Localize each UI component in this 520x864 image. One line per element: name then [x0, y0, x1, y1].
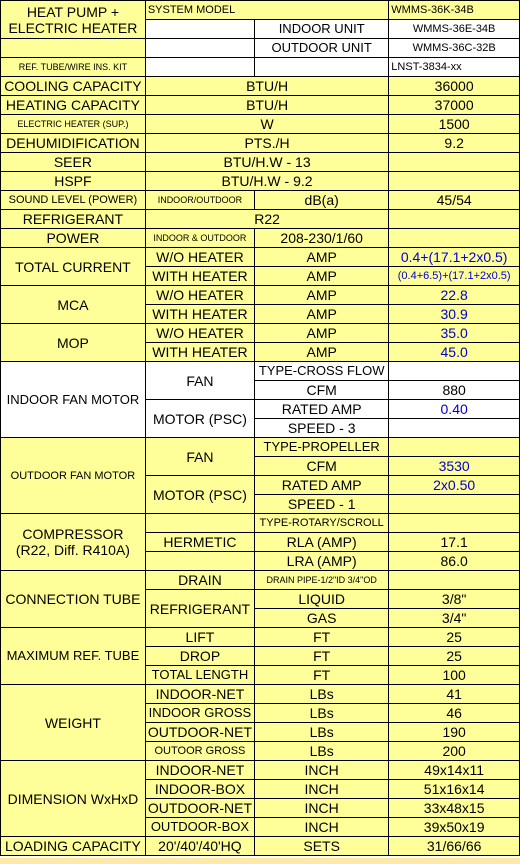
spec-row [1, 685, 520, 704]
power-value: 208-230/1/60 [255, 229, 389, 248]
outdoor-unit-label: OUTDOOR UNIT [255, 39, 389, 58]
total-current-unit: AMP [255, 248, 389, 267]
weight-outdoor-gross-value: 200 [389, 742, 520, 761]
blank-cell [389, 362, 520, 381]
dehumidification-value: 9.2 [389, 134, 520, 153]
spec-row [1, 172, 520, 191]
outdoor-motor-speed: SPEED - 1 [255, 495, 389, 514]
cooling-capacity-label: COOLING CAPACITY [1, 77, 146, 96]
mop-unit: AMP [255, 324, 389, 343]
spec-row [1, 96, 520, 115]
power-scope: INDOOR & OUTDOOR [145, 229, 254, 248]
hspf-value: BTU/H.W - 9.2 [145, 172, 388, 191]
total-length-label: TOTAL LENGTH [145, 666, 254, 685]
dim-indoor-box-label: INDOOR-BOX [145, 780, 254, 799]
weight-indoor-net-label: INDOOR-NET [145, 685, 254, 704]
indoor-fan-motor-label: INDOOR FAN MOTOR [1, 362, 146, 438]
loading-capacity-containers: 20'/40'/40'HQ [145, 837, 254, 856]
spec-row [1, 58, 520, 77]
spec-row [1, 286, 520, 305]
sound-level-scope: INDOOR/OUTDOOR [145, 191, 254, 210]
dimension-label: DIMENSION WxHxD [1, 761, 146, 837]
spec-row [1, 191, 520, 210]
liquid-label: LIQUID [255, 590, 389, 609]
total-current-unit: AMP [255, 267, 389, 286]
loading-capacity-label: LOADING CAPACITY [1, 837, 146, 856]
loading-capacity-unit: SETS [255, 837, 389, 856]
cell-text-line: (R22, Diff. R410A) [15, 542, 130, 558]
total-length-value: 100 [389, 666, 520, 685]
mca-unit: AMP [255, 305, 389, 324]
total-current-with-heater-value: (0.4+6.5)+(17.1+2x0.5) [389, 267, 520, 286]
blank-cell [389, 229, 520, 248]
indoor-fan-cfm-label: CFM [255, 381, 389, 400]
weight-indoor-net-value: 41 [389, 685, 520, 704]
dim-outdoor-net-value: 33x48x15 [389, 799, 520, 818]
spec-row [1, 362, 520, 381]
drop-value: 25 [389, 647, 520, 666]
cell-text-line: ELECTRIC HEATER [8, 19, 138, 36]
mop-unit: AMP [255, 343, 389, 362]
dehumidification-unit: PTS./H [145, 134, 388, 153]
hspf-label: HSPF [1, 172, 146, 191]
indoor-fan-cfm-value: 880 [389, 381, 520, 400]
blank-cell [145, 514, 254, 533]
mca-wo-heater-value: 22.8 [389, 286, 520, 305]
dim-indoor-net-value: 49x14x11 [389, 761, 520, 780]
compressor-rla-value: 17.1 [389, 533, 520, 552]
blank-cell [389, 495, 520, 514]
total-current-wo-heater: W/O HEATER [145, 248, 254, 267]
spec-row [1, 153, 520, 172]
weight-unit: LBs [255, 742, 389, 761]
weight-indoor-gross-value: 46 [389, 704, 520, 723]
blank-cell [389, 514, 520, 533]
indoor-motor-rated-amp-label: RATED AMP [255, 400, 389, 419]
spec-row [1, 134, 520, 153]
total-length-unit: FT [255, 666, 389, 685]
weight-unit: LBs [255, 723, 389, 742]
indoor-fan-type: TYPE-CROSS FLOW [255, 362, 389, 381]
gas-value: 3/4" [389, 609, 520, 628]
outdoor-motor-rated-amp-label: RATED AMP [255, 476, 389, 495]
mca-with-heater-value: 30.9 [389, 305, 520, 324]
compressor-label [1, 514, 146, 571]
dim-outdoor-box-label: OUTDOOR-BOX [145, 818, 254, 837]
spec-row [1, 229, 520, 248]
blank-cell [145, 58, 254, 77]
drop-label: DROP [145, 647, 254, 666]
heating-capacity-unit: BTU/H [145, 96, 388, 115]
system-model-label: SYSTEM MODEL [145, 1, 388, 20]
compressor-hermetic: HERMETIC [145, 533, 254, 552]
sound-level-value: 45/54 [389, 191, 520, 210]
dim-indoor-net-label: INDOOR-NET [145, 761, 254, 780]
sound-level-label: SOUND LEVEL (POWER) [1, 191, 146, 210]
lift-value: 25 [389, 628, 520, 647]
indoor-unit-model: WMMS-36E-34B [389, 20, 520, 39]
cooling-capacity-unit: BTU/H [145, 77, 388, 96]
dim-unit: INCH [255, 799, 389, 818]
connection-tube-label: CONNECTION TUBE [1, 571, 146, 628]
cell-text-line: HEAT PUMP + [26, 3, 120, 20]
spec-table-body [1, 1, 520, 856]
liquid-value: 3/8" [389, 590, 520, 609]
spec-row [1, 324, 520, 343]
indoor-motor-speed: SPEED - 3 [255, 419, 389, 438]
mop-wo-heater: W/O HEATER [145, 324, 254, 343]
spec-row [1, 438, 520, 457]
blank-cell [389, 172, 520, 191]
mca-with-heater: WITH HEATER [145, 305, 254, 324]
drain-label: DRAIN [145, 571, 254, 590]
refrigerant-value: R22 [145, 210, 388, 229]
compressor-rla-label: RLA (AMP) [255, 533, 389, 552]
drop-unit: FT [255, 647, 389, 666]
dim-indoor-box-value: 51x16x14 [389, 780, 520, 799]
spec-row [1, 571, 520, 590]
indoor-fan-label: FAN [145, 362, 254, 400]
drain-pipe-spec: DRAIN PIPE-1/2"ID 3/4"OD [255, 571, 389, 590]
spec-row [1, 77, 520, 96]
spec-row [1, 115, 520, 134]
cell-text-line: COMPRESSOR [22, 526, 124, 542]
total-current-label: TOTAL CURRENT [1, 248, 146, 286]
spec-row [1, 1, 520, 20]
weight-unit: LBs [255, 704, 389, 723]
mca-wo-heater: W/O HEATER [145, 286, 254, 305]
system-model-value: WMMS-36K-34B [389, 1, 520, 20]
weight-outdoor-net-label: OUTDOOR-NET [145, 723, 254, 742]
dim-outdoor-box-value: 39x50x19 [389, 818, 520, 837]
blank-cell [255, 58, 389, 77]
outdoor-unit-model: WMMS-36C-32B [389, 39, 520, 58]
blank-cell [145, 552, 254, 571]
refrigerant-label: REFRIGERANT [1, 210, 146, 229]
blank-cell [145, 20, 254, 39]
spec-row [1, 210, 520, 229]
lift-label: LIFT [145, 628, 254, 647]
power-label: POWER [1, 229, 146, 248]
indoor-motor-label: MOTOR (PSC) [145, 400, 254, 438]
outdoor-fan-label: FAN [145, 438, 254, 476]
dim-unit: INCH [255, 780, 389, 799]
compressor-lra-label: LRA (AMP) [255, 552, 389, 571]
heating-capacity-label: HEATING CAPACITY [1, 96, 146, 115]
outdoor-motor-label: MOTOR (PSC) [145, 476, 254, 514]
total-current-with-heater: WITH HEATER [145, 267, 254, 286]
cooling-capacity-value: 36000 [389, 77, 520, 96]
spec-row [1, 39, 520, 58]
weight-outdoor-gross-label: OUTOOR GROSS [145, 742, 254, 761]
outdoor-fan-cfm-value: 3530 [389, 457, 520, 476]
mca-label: MCA [1, 286, 146, 324]
seer-label: SEER [1, 153, 146, 172]
weight-unit: LBs [255, 685, 389, 704]
blank-cell [389, 210, 520, 229]
outdoor-motor-rated-amp-value: 2x0.50 [389, 476, 520, 495]
gas-label: GAS [255, 609, 389, 628]
outdoor-fan-type: TYPE-PROPELLER [255, 438, 389, 457]
dim-outdoor-net-label: OUTDOOR-NET [145, 799, 254, 818]
refrigerant-tube-label: REFRIGERANT [145, 590, 254, 628]
indoor-unit-label: INDOOR UNIT [255, 20, 389, 39]
ref-tube-kit-value: LNST-3834-xx [389, 58, 520, 77]
blank-cell [389, 571, 520, 590]
blank-cell [389, 419, 520, 438]
electric-heater-unit: W [145, 115, 388, 134]
dim-unit: INCH [255, 818, 389, 837]
blank-cell [389, 153, 520, 172]
weight-label: WEIGHT [1, 685, 146, 761]
spec-row [1, 248, 520, 267]
spec-row [1, 837, 520, 856]
outdoor-fan-motor-label: OUTDOOR FAN MOTOR [1, 438, 146, 514]
spec-row [1, 628, 520, 647]
electric-heater-value: 1500 [389, 115, 520, 134]
electric-heater-label: ELECTRIC HEATER (SUP.) [1, 115, 146, 134]
loading-capacity-value: 31/66/66 [389, 837, 520, 856]
blank-cell [1, 39, 146, 58]
sound-level-unit: dB(a) [255, 191, 389, 210]
max-ref-tube-label: MAXIMUM REF. TUBE [1, 628, 146, 685]
compressor-type: TYPE-ROTARY/SCROLL [255, 514, 389, 533]
mop-wo-heater-value: 35.0 [389, 324, 520, 343]
compressor-lra-value: 86.0 [389, 552, 520, 571]
outdoor-fan-cfm-label: CFM [255, 457, 389, 476]
mca-unit: AMP [255, 286, 389, 305]
category-heat-pump-electric-heater [1, 1, 146, 39]
weight-outdoor-net-value: 190 [389, 723, 520, 742]
blank-cell [389, 438, 520, 457]
blank-cell [145, 39, 254, 58]
weight-indoor-gross-label: INDOOR GROSS [145, 704, 254, 723]
spec-row [1, 761, 520, 780]
seer-value: BTU/H.W - 13 [145, 153, 388, 172]
ref-tube-kit-label: REF. TUBE/WIRE INS. KIT [1, 58, 146, 77]
lift-unit: FT [255, 628, 389, 647]
bottom-band [0, 858, 520, 864]
spec-row [1, 514, 520, 533]
total-current-wo-heater-value: 0.4+(17.1+2x0.5) [389, 248, 520, 267]
mop-with-heater-value: 45.0 [389, 343, 520, 362]
dim-unit: INCH [255, 761, 389, 780]
dehumidification-label: DEHUMIDIFICATION [1, 134, 146, 153]
mop-with-heater: WITH HEATER [145, 343, 254, 362]
mop-label: MOP [1, 324, 146, 362]
heating-capacity-value: 37000 [389, 96, 520, 115]
indoor-motor-rated-amp-value: 0.40 [389, 400, 520, 419]
